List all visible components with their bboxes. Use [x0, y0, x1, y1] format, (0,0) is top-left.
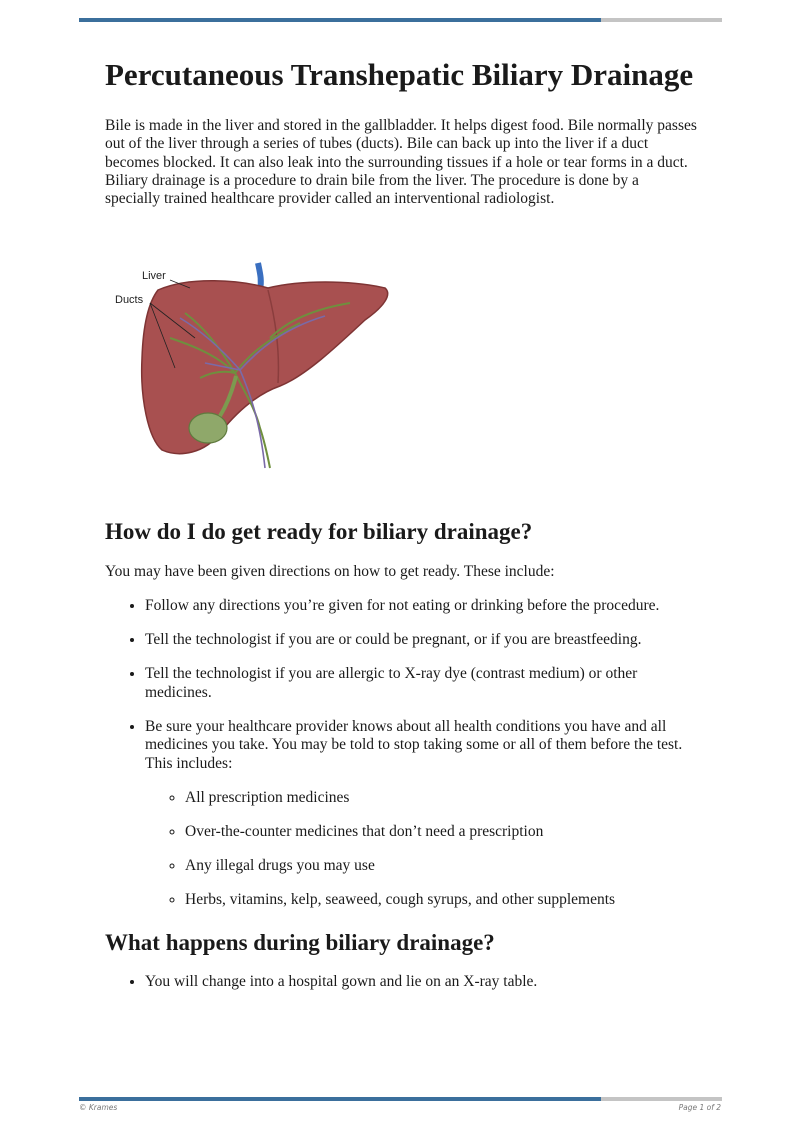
list-item-text: Be sure your healthcare provider knows about all health conditions you have and all medicines you take. You may be told to stop taking some or all of them before the test. This includes:	[145, 717, 683, 772]
medicines-sublist	[145, 789, 697, 910]
top-progress-bar	[79, 18, 722, 22]
heading-get-ready: How do I do get ready for biliary drainage?	[105, 519, 533, 545]
sublist-item: ◦ Herbs, vitamins, kelp, seaweed, cough syrups, and other supplements	[185, 891, 697, 910]
bottom-progress-fill	[79, 1097, 601, 1101]
list-item: • Follow any directions you’re given for not eating or drinking before the procedure.	[145, 597, 697, 616]
footer-page-number: Page 1 of 2	[678, 1103, 721, 1112]
gallbladder	[189, 413, 227, 443]
ducts-label: Ducts	[115, 294, 144, 307]
page-title: Percutaneous Transhepatic Biliary Drainage	[105, 57, 694, 92]
intro-paragraph: Bile is made in the liver and stored in the gallbladder. It helps digest food. Bile normally passes out of the liver through a series of tubes (ducts). Bile can back up into the liver if a duct becomes blocked. It can also leak into the surrounding tissues if a hole or tear forms in a duct. Biliary drainage is a procedure to drain bile from the liver. The procedure is done by a specially trained healthcare provider called an interventional radiologist.	[105, 117, 697, 208]
during-list	[105, 973, 697, 992]
sublist-item: ◦ Over-the-counter medicines that don’t need a prescription	[185, 823, 697, 842]
liver-diagram-svg	[110, 258, 410, 473]
sublist-item: ◦ All prescription medicines	[185, 789, 697, 808]
list-item	[145, 718, 697, 910]
get-ready-lead: You may have been given directions on how to get ready. These include:	[105, 563, 555, 581]
liver-shape	[142, 281, 388, 454]
heading-during: What happens during biliary drainage?	[105, 930, 495, 956]
liver-illustration	[110, 258, 410, 473]
get-ready-list	[105, 597, 697, 909]
top-progress-fill	[79, 18, 601, 22]
sublist-item: ◦ Any illegal drugs you may use	[185, 857, 697, 876]
list-item: • Tell the technologist if you are or could be pregnant, or if you are breastfeeding.	[145, 631, 697, 650]
bottom-progress-bar	[79, 1097, 722, 1101]
list-item: • You will change into a hospital gown and lie on an X-ray table.	[145, 973, 697, 992]
footer-copyright: © Krames	[79, 1103, 118, 1112]
document-body	[105, 56, 697, 991]
list-item: • Tell the technologist if you are allergic to X-ray dye (contrast medium) or other medicines.	[145, 665, 697, 702]
liver-label: Liver	[142, 270, 166, 283]
